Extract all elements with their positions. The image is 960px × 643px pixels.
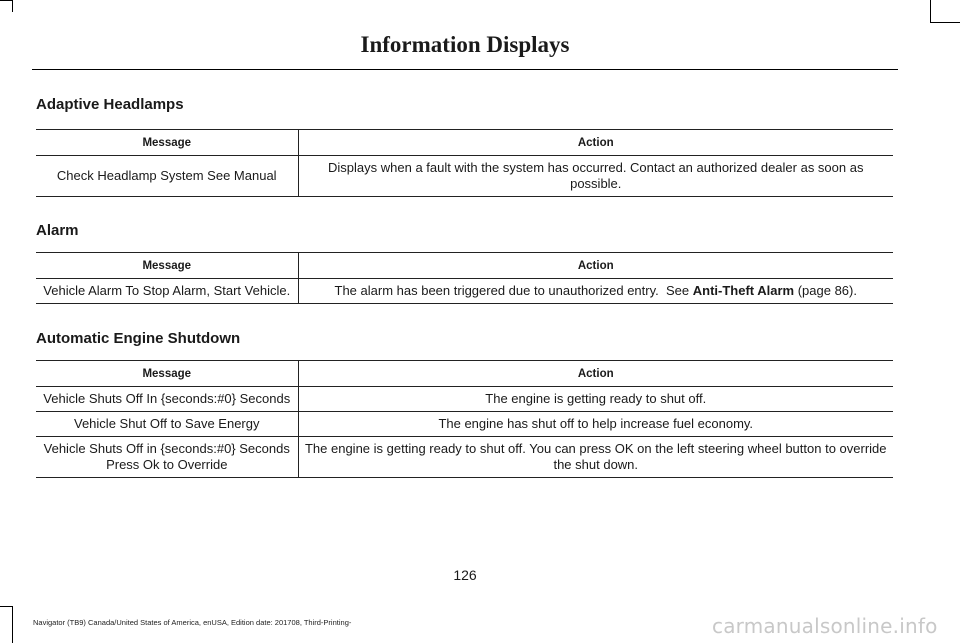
crop-mark [0, 0, 12, 1]
message-cell: Vehicle Shut Off to Save Energy [36, 412, 298, 437]
section-title-adaptive-headlamps: Adaptive Headlamps [36, 96, 184, 113]
column-header-action: Action [298, 253, 893, 279]
table-row [36, 412, 893, 437]
column-header-action: Action [298, 361, 893, 387]
page-title: Information Displays [360, 32, 570, 57]
anti-theft-alarm-link[interactable]: Anti-Theft Alarm [692, 283, 795, 298]
table-row [36, 156, 893, 197]
header-divider [32, 69, 898, 70]
column-header-message: Message [36, 130, 298, 156]
crop-mark [12, 0, 13, 12]
page-reference: (page 86). [794, 283, 857, 298]
adaptive-headlamps-table [36, 129, 893, 197]
crop-mark [12, 606, 13, 643]
action-cell: Displays when a fault with the system has occurred. Contact an authorized dealer as soon as possible. [298, 156, 893, 197]
message-cell: Check Headlamp System See Manual [36, 156, 298, 197]
table-row [36, 279, 893, 304]
table-header-row [36, 253, 893, 279]
message-cell: Vehicle Shuts Off In {seconds:#0} Seconds [36, 387, 298, 412]
page-number: 126 [453, 567, 477, 583]
column-header-action: Action [298, 130, 893, 156]
message-cell: Vehicle Shuts Off in {seconds:#0} Seconds Press Ok to Override [36, 437, 298, 478]
column-header-message: Message [36, 361, 298, 387]
crop-mark [930, 22, 960, 23]
watermark: carmanualsonline.info [712, 614, 938, 638]
action-cell [298, 279, 893, 304]
edition-info: Navigator (TB9) Canada/United States of America, enUSA, Edition date: 201708, Third-Printing- [33, 618, 352, 627]
table-row [36, 387, 893, 412]
message-cell: Vehicle Alarm To Stop Alarm, Start Vehicle. [36, 279, 298, 304]
crop-mark [930, 0, 931, 22]
table-header-row [36, 361, 893, 387]
action-text: The alarm has been triggered due to unauthorized entry. See [334, 283, 693, 298]
section-title-automatic-engine-shutdown: Automatic Engine Shutdown [36, 330, 241, 347]
action-cell: The engine has shut off to help increase fuel economy. [298, 412, 893, 437]
alarm-table [36, 252, 893, 304]
table-row [36, 437, 893, 478]
action-cell: The engine is getting ready to shut off. You can press OK on the left steering wheel button to override the shut down. [298, 437, 893, 478]
column-header-message: Message [36, 253, 298, 279]
table-header-row [36, 130, 893, 156]
crop-mark [0, 606, 12, 607]
automatic-engine-shutdown-table [36, 360, 893, 478]
section-title-alarm: Alarm [36, 222, 79, 239]
action-cell: The engine is getting ready to shut off. [298, 387, 893, 412]
